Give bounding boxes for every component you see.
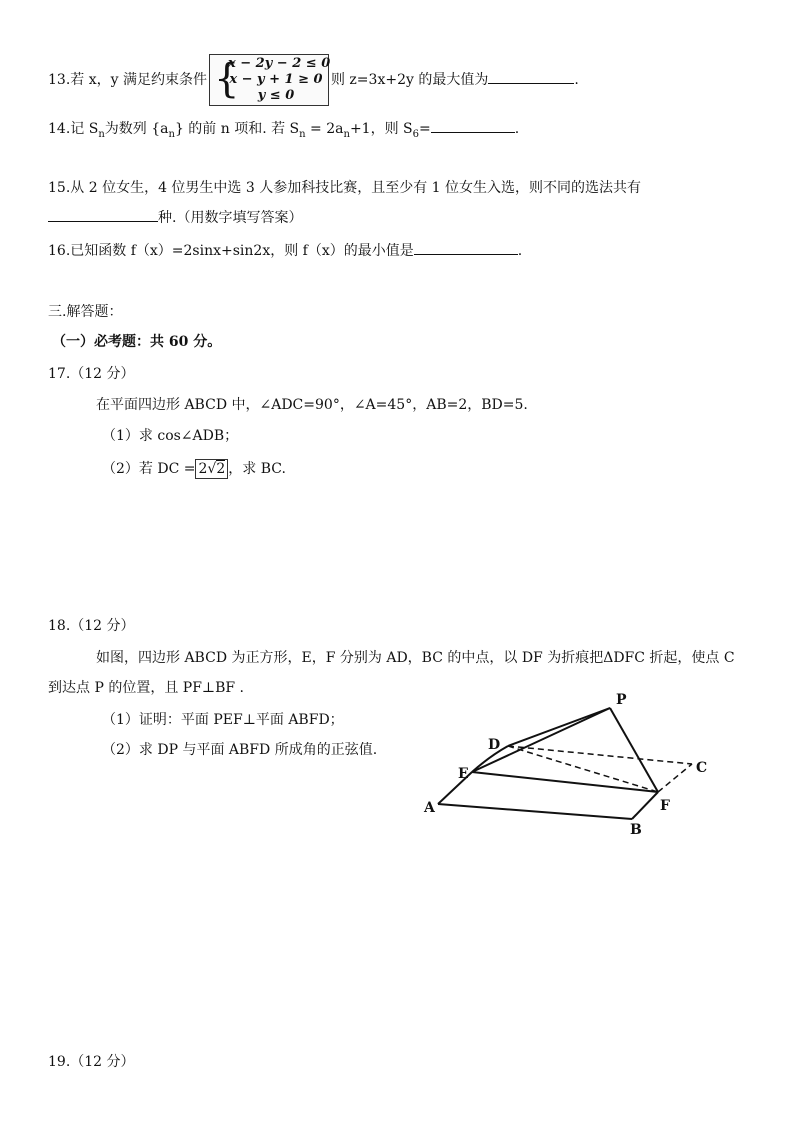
- section-title: 三.解答题：: [48, 304, 123, 320]
- question-17-part2: （2）若 DC = 2√2 ，求 BC.: [102, 461, 286, 477]
- sqrt-expression: 2√2: [195, 459, 228, 479]
- constraint-system: { x − 2y − 2 ≤ 0 x − y + 1 ≥ 0 y ≤ 0: [209, 54, 329, 106]
- section-subtitle: （一）必考题：共 60 分。: [52, 334, 222, 350]
- question-17-header: 17.（12 分）: [48, 366, 135, 382]
- label-B: B: [630, 822, 642, 838]
- question-18-header: 18.（12 分）: [48, 618, 135, 634]
- answer-blank-13[interactable]: [488, 69, 574, 84]
- question-15-line1: 15.从 2 位女生，4 位男生中选 3 人参加科技比赛，且至少有 1 位女生入选，则不同的选法共有: [48, 180, 642, 196]
- edge-DP: [508, 708, 610, 746]
- q13-prefix: 13.若 x，y 满足约束条件: [48, 72, 207, 88]
- q13-suffix: 则 z=3x+2y 的最大值为: [330, 72, 489, 88]
- constraint-1: x − 2y − 2 ≤ 0: [227, 56, 331, 71]
- question-18-part1: （1）证明：平面 PEF⊥平面 ABFD；: [102, 712, 344, 728]
- question-18-part2: （2）求 DP 与平面 ABFD 所成角的正弦值.: [102, 742, 378, 758]
- question-16: 16.已知函数 f（x）=2sinx+sin2x，则 f（x）的最小值是 .: [48, 240, 522, 261]
- answer-blank-16[interactable]: [414, 240, 518, 255]
- label-A: A: [424, 800, 435, 816]
- constraint-3: y ≤ 0: [257, 88, 295, 103]
- question-17-stem: 在平面四边形 ABCD 中，∠ADC=90°，∠A=45°，AB=2，BD=5.: [96, 397, 528, 413]
- edge-AB: [438, 804, 632, 819]
- answer-blank-15[interactable]: [48, 207, 158, 222]
- edge-FC-dashed: [658, 764, 692, 792]
- edge-BF: [632, 792, 658, 819]
- question-17-part1: （1）求 cos∠ADB；: [102, 428, 239, 444]
- question-18-stem1: 如图，四边形 ABCD 为正方形，E，F 分别为 AD，BC 的中点，以 DF 为折痕把ΔDFC 折起，使点 C: [96, 650, 735, 666]
- folded-square-figure: [420, 686, 720, 846]
- label-E: E: [458, 766, 469, 782]
- edge-EF: [472, 772, 658, 792]
- question-13: 13.若 x，y 满足约束条件 { x − 2y − 2 ≤ 0 x − y + 1 ≥ 0 y ≤ 0 则 z=3x+2y 的最大值为 .: [48, 54, 579, 106]
- question-14: 14.记 $S_n$为数列 $\{a_n\}$ 的前 n 项和. 若 $S_n = 2a_n+1$，则 $S_6=$ .: [48, 118, 519, 145]
- label-F: F: [660, 798, 670, 814]
- question-19-header: 19.（12 分）: [48, 1054, 135, 1070]
- question-18-stem2: 到达点 P 的位置，且 PF⊥BF .: [48, 680, 244, 696]
- edge-DC-dashed: [508, 746, 692, 764]
- label-D: D: [488, 737, 501, 753]
- label-P: P: [616, 692, 627, 708]
- question-15-line2: 种.（用数字填写答案）: [48, 207, 302, 228]
- label-C: C: [696, 760, 708, 776]
- constraint-2: x − y + 1 ≥ 0: [229, 72, 323, 87]
- answer-blank-14[interactable]: [431, 118, 515, 133]
